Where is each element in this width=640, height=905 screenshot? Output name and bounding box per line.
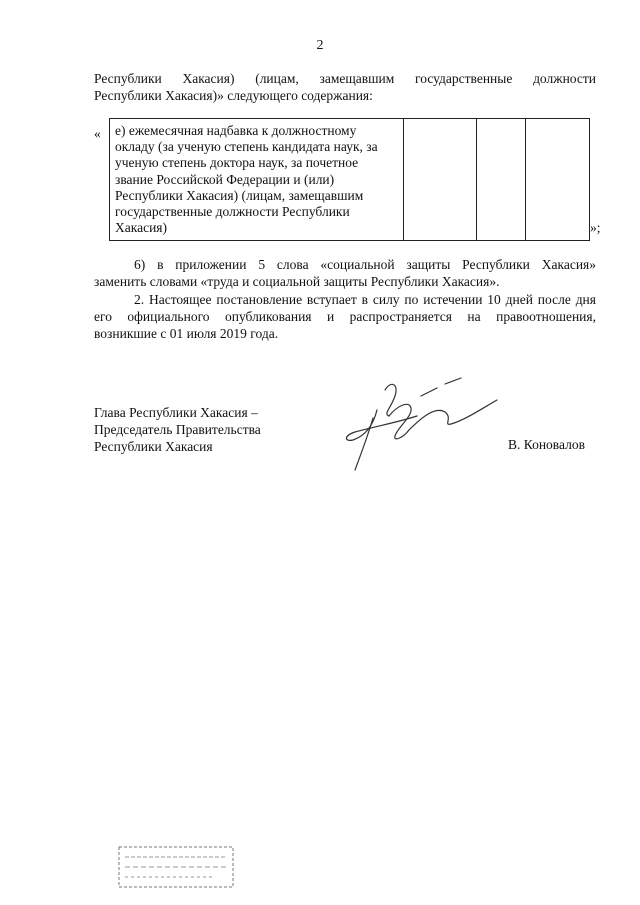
amendment-table: [109, 118, 590, 241]
handwritten-signature: [325, 370, 515, 480]
paragraph-2: [94, 291, 596, 342]
paragraph-2-line-1: 2. Настоящее постановление вступает в силу по истечении 10 дней после дня: [134, 292, 596, 307]
page-number: 2: [316, 38, 324, 53]
cell-line: окладу (за ученую степень кандидата наук, за: [115, 139, 378, 155]
table-cell-empty: [526, 119, 590, 241]
closing-quote: »;: [590, 220, 601, 235]
intro-text: [94, 70, 596, 104]
registration-stamp: [117, 845, 235, 889]
cell-line: государственные должности Республики: [115, 204, 350, 220]
cell-line: Республики Хакасия) (лицам, замещавшим: [115, 187, 364, 203]
paragraph-6-line-1: 6) в приложении 5 слова «социальной защиты Республики Хакасия»: [134, 257, 596, 272]
cell-line: звание Российской Федерации и (или): [115, 171, 335, 187]
signatory-title-line-3: Республики Хакасия: [94, 439, 213, 454]
paragraph-2-line-2: его официального опубликования и распространяется на правоотношения,: [94, 309, 596, 324]
signatory-name: В. Коновалов: [508, 437, 585, 452]
opening-quote: «: [94, 126, 101, 141]
signatory-title-line-1: Глава Республики Хакасия –: [94, 405, 258, 420]
table-cell-empty: [477, 119, 526, 241]
cell-line: Хакасия): [115, 220, 168, 236]
table-row: [110, 119, 590, 241]
table-cell-empty: [404, 119, 477, 241]
cell-line: ученую степень доктора наук, за почетное: [115, 155, 359, 171]
intro-line-2: Республики Хакасия)» следующего содержания:: [94, 88, 373, 103]
table-cell-text: [110, 119, 404, 241]
cell-line: е) ежемесячная надбавка к должностному: [115, 123, 357, 138]
intro-line-1: Республики Хакасия) (лицам, замещавшим государственные должности: [94, 71, 596, 86]
paragraph-2-line-3: возникшие с 01 июля 2019 года.: [94, 326, 279, 341]
paragraph-6-line-2: заменить словами «труда и социальной защиты Республики Хакасия».: [94, 274, 500, 289]
signatory-title: [94, 404, 261, 455]
signatory-title-line-2: Председатель Правительства: [94, 422, 261, 437]
paragraph-6: [94, 256, 596, 290]
